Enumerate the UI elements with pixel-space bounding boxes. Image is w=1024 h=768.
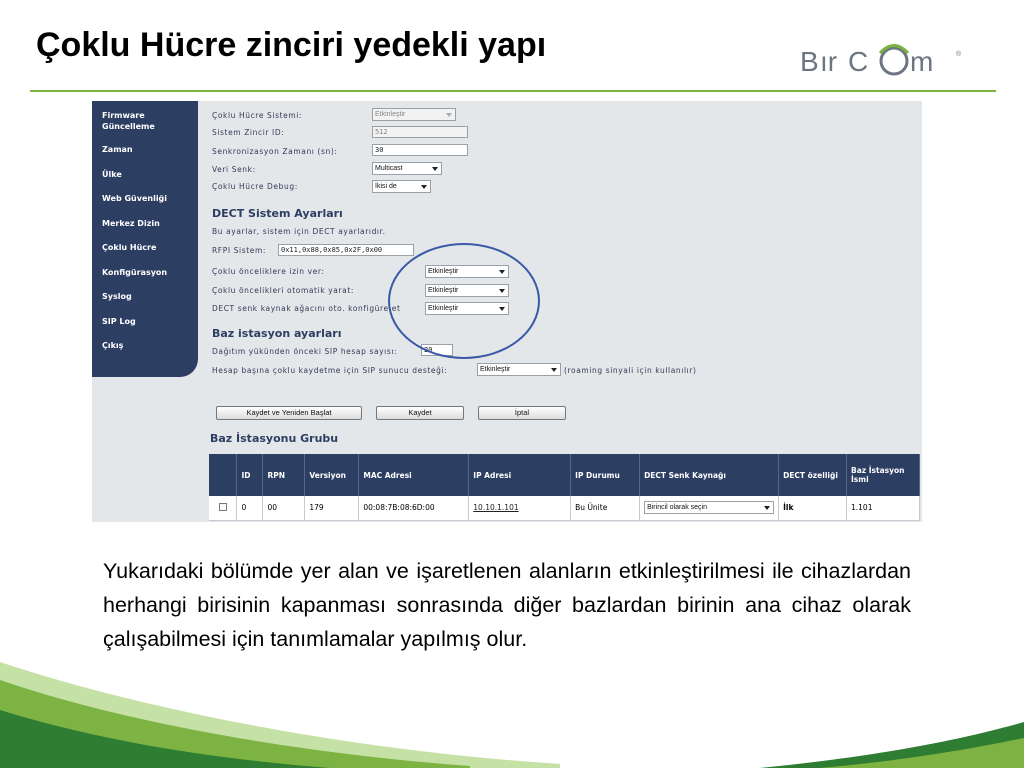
slide-title: Çoklu Hücre zinciri yedekli yapı (36, 26, 547, 64)
load-balance-label: Dağıtım yükünden önceki SIP hesap sayısı: (212, 347, 398, 356)
sync-time-label: Senkronizasyon Zamanı (sn): (212, 147, 338, 156)
sidebar-item-central-directory[interactable]: Merkez Dizin (102, 218, 160, 228)
column-header-version: Versiyon (305, 454, 359, 496)
auto-create-primary-value: Etkinleştir (428, 287, 459, 294)
group-table-title: Baz İstasyonu Grubu (210, 432, 339, 445)
svg-text:ır: ır (820, 46, 838, 77)
decorative-swoosh (0, 640, 1024, 768)
multicell-debug-select[interactable] (372, 180, 431, 193)
data-sync-label: Veri Senk: (212, 165, 256, 174)
dect-section-title: DECT Sistem Ayarları (212, 207, 343, 220)
sync-source-select[interactable] (644, 501, 774, 514)
cell-dect-property: İlk (779, 496, 847, 520)
save-restart-button[interactable]: Kaydet ve Yeniden Başlat (216, 406, 362, 420)
table-header-row (209, 454, 920, 496)
system-chain-id-input[interactable]: 512 (372, 126, 468, 138)
bircom-logo (796, 38, 972, 82)
column-header-ip-status: IP Durumu (571, 454, 640, 496)
auto-create-primary-label: Çoklu öncelikleri otomatik yarat: (212, 286, 354, 295)
column-header-id: ID (237, 454, 263, 496)
dect-sync-auto-config-value: Etkinleştir (428, 305, 459, 312)
multicell-debug-label: Çoklu Hücre Debug: (212, 182, 298, 191)
sync-source-value: Birincil olarak seçin (647, 504, 707, 512)
cell-mac: 00:08:7B:08:6D:00 (359, 496, 469, 520)
svg-text:B: B (800, 46, 820, 77)
title-divider (30, 90, 996, 92)
data-sync-value: Multicast (375, 165, 403, 172)
rfpi-input[interactable]: 0x11,0x88,0x85,0x2F,0x00 (278, 244, 414, 256)
chevron-down-icon (446, 113, 452, 117)
multi-register-select[interactable] (477, 363, 561, 376)
sidebar-nav (92, 101, 198, 377)
chevron-down-icon (432, 167, 438, 171)
chevron-down-icon (551, 368, 557, 372)
save-button[interactable]: Kaydet (376, 406, 464, 420)
multi-register-label: Hesap başına çoklu kaydetme için SIP sunucu desteği: (212, 366, 448, 375)
cell-ip-status: Bu Ünite (571, 496, 640, 520)
svg-text:m: m (910, 46, 934, 77)
multicell-system-value: Etkinleştir (375, 111, 406, 118)
column-header-mac: MAC Adresi (359, 454, 469, 496)
cell-station-name: 1.101 (847, 496, 920, 520)
svg-text:®: ® (956, 51, 962, 58)
sidebar-item-web-security[interactable]: Web Güvenliği (102, 194, 168, 203)
load-balance-input[interactable]: 20 (421, 344, 453, 356)
data-sync-select[interactable] (372, 162, 442, 175)
cancel-button[interactable]: İptal (478, 406, 566, 420)
sidebar-item-country[interactable]: Ülke (102, 169, 122, 179)
column-header-dect-property: DECT özelliği (779, 454, 847, 496)
cell-ip-cell (469, 496, 571, 520)
sidebar-item-time[interactable]: Zaman (102, 145, 133, 154)
allow-multi-primary-value: Etkinleştir (428, 268, 459, 275)
dect-section-subtitle: Bu ayarlar, sistem için DECT ayarlarıdır. (212, 227, 386, 236)
multicell-system-select[interactable] (372, 108, 456, 121)
select-column-header (209, 454, 237, 496)
rfpi-label: RFPI Sistem: (212, 246, 266, 255)
cell-version: 179 (305, 496, 359, 520)
allow-multi-primary-label: Çoklu önceliklere izin ver: (212, 267, 325, 276)
sidebar-item-sip-log[interactable]: SIP Log (102, 316, 136, 326)
column-header-sync-source: DECT Senk Kaynağı (640, 454, 779, 496)
sync-time-input[interactable]: 30 (372, 144, 468, 156)
sidebar-item-firmware[interactable]: Firmware Güncelleme (102, 111, 155, 131)
multi-register-value: Etkinleştir (480, 366, 511, 373)
base-section-title: Baz istasyon ayarları (212, 327, 342, 340)
multi-register-note: (roaming sinyali için kullanılır) (564, 366, 697, 375)
cell-sync-source (640, 496, 779, 520)
highlight-circle (388, 243, 540, 359)
sidebar-item-configuration[interactable]: Konfigürasyon (102, 267, 168, 277)
row-checkbox[interactable] (219, 503, 227, 511)
row-checkbox-cell (209, 496, 237, 520)
description-text: Yukarıdaki bölümde yer alan ve işaretlenen alanların etkinleştirilmesi ile cihazlardan herhangi birisinin kapanması sonrasında diğer bazlardan birinin ana cihaz olarak çalışabilmesi için tanımlamalar yapılmış olur. (103, 559, 911, 651)
chevron-down-icon (421, 185, 427, 189)
svg-text:C: C (848, 46, 869, 77)
sidebar-item-multicell[interactable]: Çoklu Hücre (102, 243, 157, 252)
cell-rpn: 00 (263, 496, 305, 520)
base-station-table (209, 454, 920, 521)
chevron-down-icon (764, 506, 770, 510)
multicell-debug-value: İkisi de (375, 183, 397, 190)
ip-address-link[interactable]: 10.10.1.101 (473, 503, 519, 513)
column-header-rpn: RPN (263, 454, 305, 496)
cell-id: 0 (237, 496, 263, 520)
table-row (209, 496, 920, 520)
multicell-system-label: Çoklu Hücre Sistemi: (212, 111, 303, 120)
column-header-station-name: Baz İstasyon İsmi (847, 454, 920, 496)
sidebar-item-logout[interactable]: Çıkış (102, 341, 124, 350)
system-chain-id-label: Sistem Zincir ID: (212, 128, 285, 137)
sidebar-item-syslog[interactable]: Syslog (102, 292, 132, 301)
dect-sync-auto-config-label: DECT senk kaynak ağacını oto. konfigüre et (212, 304, 401, 313)
column-header-ip: IP Adresi (469, 454, 571, 496)
